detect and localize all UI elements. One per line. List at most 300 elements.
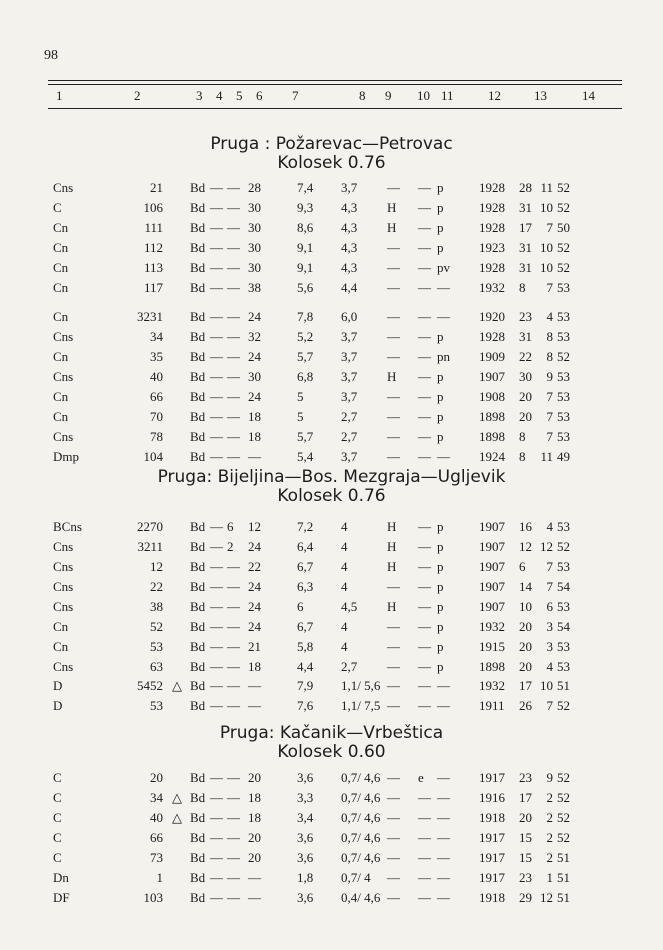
- cell-num: 22: [150, 579, 163, 594]
- cell-b: 3,7: [341, 349, 358, 364]
- cell-a: 7,4: [297, 180, 314, 195]
- cell-b: 4: [341, 539, 348, 554]
- column-number: 1: [56, 88, 63, 103]
- cell-d2: —: [227, 559, 240, 574]
- cell-yr: 1917: [479, 770, 505, 785]
- cell-d1: —: [210, 449, 223, 464]
- cell-num: 20: [150, 770, 163, 785]
- cell-dd: 29: [519, 890, 532, 905]
- cell-val: 30: [248, 369, 261, 384]
- cell-yy: 52: [557, 810, 570, 825]
- cell-d1: —: [210, 369, 223, 384]
- cell-p: p: [437, 599, 444, 614]
- cell-d1: —: [210, 429, 223, 444]
- cell-m2: —: [418, 200, 431, 215]
- cell-val: 24: [248, 619, 261, 634]
- cell-b: 0,7/ 4,6: [341, 810, 381, 825]
- cell-type: Dmp: [53, 449, 79, 464]
- cell-val: 38: [248, 280, 261, 295]
- cell-m2: —: [418, 870, 431, 885]
- cell-mm: 8: [546, 349, 553, 364]
- cell-mm: 7: [546, 280, 553, 295]
- cell-bd: Bd: [190, 830, 206, 845]
- cell-mm: 12: [540, 539, 553, 554]
- cell-yr: 1932: [479, 678, 505, 693]
- cell-h: —: [387, 389, 400, 404]
- cell-dd: 31: [519, 329, 532, 344]
- cell-num: 117: [143, 280, 163, 295]
- cell-yy: 53: [557, 309, 570, 324]
- cell-m2: —: [418, 260, 431, 275]
- cell-yr: 1928: [479, 180, 505, 195]
- cell-type: Cn: [53, 349, 69, 364]
- cell-val: 24: [248, 309, 261, 324]
- cell-yr: 1907: [479, 579, 505, 594]
- cell-d2: —: [227, 220, 240, 235]
- cell-dd: 20: [519, 619, 532, 634]
- cell-bd: Bd: [190, 890, 206, 905]
- cell-dd: 28: [519, 180, 532, 195]
- cell-mm: 7: [546, 220, 553, 235]
- cell-d1: —: [210, 870, 223, 885]
- cell-d1: —: [210, 639, 223, 654]
- cell-h: —: [387, 639, 400, 654]
- cell-val: 22: [248, 559, 261, 574]
- cell-bd: Bd: [190, 429, 206, 444]
- table-row: [0, 369, 663, 389]
- cell-type: C: [53, 850, 62, 865]
- cell-mm: 10: [540, 260, 553, 275]
- cell-d2: —: [227, 180, 240, 195]
- cell-a: 3,6: [297, 890, 314, 905]
- table-row: [0, 790, 663, 810]
- cell-yy: 51: [557, 678, 570, 693]
- cell-a: 7,8: [297, 309, 314, 324]
- cell-val: 30: [248, 260, 261, 275]
- cell-yr: 1916: [479, 790, 505, 805]
- cell-b: 2,7: [341, 659, 358, 674]
- cell-yr: 1928: [479, 260, 505, 275]
- cell-yr: 1924: [479, 449, 505, 464]
- cell-m2: —: [418, 830, 431, 845]
- cell-val: 18: [248, 790, 261, 805]
- cell-mm: 7: [546, 429, 553, 444]
- cell-num: 104: [143, 449, 163, 464]
- cell-bd: Bd: [190, 678, 206, 693]
- cell-num: 1: [156, 870, 163, 885]
- cell-d1: —: [210, 409, 223, 424]
- cell-type: Cn: [53, 619, 69, 634]
- cell-d2: —: [227, 810, 240, 825]
- cell-a: 3,6: [297, 830, 314, 845]
- cell-p: —: [437, 890, 450, 905]
- cell-m2: —: [418, 539, 431, 554]
- column-number: 8: [359, 88, 366, 103]
- table-row: [0, 890, 663, 910]
- cell-d2: —: [227, 770, 240, 785]
- cell-p: pn: [437, 349, 450, 364]
- cell-d1: —: [210, 850, 223, 865]
- cell-bd: Bd: [190, 220, 206, 235]
- cell-m2: —: [418, 639, 431, 654]
- cell-type: Cns: [53, 329, 74, 344]
- cell-m2: —: [418, 698, 431, 713]
- cell-m2: —: [418, 810, 431, 825]
- table-row: [0, 579, 663, 599]
- cell-mm: 7: [546, 698, 553, 713]
- cell-b: 0,7/ 4,6: [341, 850, 381, 865]
- cell-h: —: [387, 890, 400, 905]
- table-row: [0, 389, 663, 409]
- cell-num: 35: [150, 349, 163, 364]
- cell-a: 6: [297, 599, 304, 614]
- cell-d2: —: [227, 579, 240, 594]
- cell-num: 40: [150, 810, 163, 825]
- cell-m2: —: [418, 579, 431, 594]
- cell-p: p: [437, 559, 444, 574]
- cell-p: p: [437, 639, 444, 654]
- cell-h: H: [387, 599, 397, 614]
- column-number: 10: [417, 88, 430, 103]
- cell-type: Cns: [53, 579, 74, 594]
- cell-h: —: [387, 659, 400, 674]
- cell-dd: 15: [519, 850, 532, 865]
- cell-h: —: [387, 870, 400, 885]
- cell-mm: 11: [540, 449, 553, 464]
- cell-bd: Bd: [190, 810, 206, 825]
- cell-a: 3,6: [297, 770, 314, 785]
- cell-yr: 1907: [479, 519, 505, 534]
- cell-d1: —: [210, 619, 223, 634]
- cell-val: 30: [248, 200, 261, 215]
- cell-yr: 1932: [479, 280, 505, 295]
- cell-bd: Bd: [190, 698, 206, 713]
- cell-p: p: [437, 369, 444, 384]
- cell-b: 4,3: [341, 260, 358, 275]
- cell-type: Cns: [53, 539, 74, 554]
- table-row: [0, 870, 663, 890]
- cell-type: Cns: [53, 659, 74, 674]
- cell-num: 21: [150, 180, 163, 195]
- cell-a: 6,7: [297, 559, 314, 574]
- cell-p: —: [437, 770, 450, 785]
- cell-bd: Bd: [190, 639, 206, 654]
- cell-mm: 10: [540, 200, 553, 215]
- cell-b: 4: [341, 639, 348, 654]
- table-row: [0, 810, 663, 830]
- table-row: [0, 770, 663, 790]
- cell-yr: 1898: [479, 409, 505, 424]
- cell-val: 24: [248, 599, 261, 614]
- column-number: 12: [488, 88, 501, 103]
- cell-h: —: [387, 449, 400, 464]
- cell-val: 30: [248, 240, 261, 255]
- cell-a: 9,1: [297, 260, 314, 275]
- cell-yr: 1898: [479, 659, 505, 674]
- cell-m2: —: [418, 389, 431, 404]
- cell-tri: △: [172, 678, 182, 693]
- cell-yy: 53: [557, 429, 570, 444]
- cell-a: 5,8: [297, 639, 314, 654]
- cell-d2: —: [227, 280, 240, 295]
- cell-yr: 1920: [479, 309, 505, 324]
- cell-b: 0,7/ 4,6: [341, 790, 381, 805]
- cell-yy: 53: [557, 559, 570, 574]
- section-gauge-line: Kolosek 0.76: [277, 153, 386, 173]
- cell-m2: —: [418, 429, 431, 444]
- cell-type: Cns: [53, 429, 74, 444]
- cell-a: 5,2: [297, 329, 314, 344]
- cell-yr: 1907: [479, 539, 505, 554]
- cell-d1: —: [210, 599, 223, 614]
- cell-d1: —: [210, 770, 223, 785]
- cell-yy: 53: [557, 329, 570, 344]
- section-title-line: Pruga : Požarevac—Petrovac: [210, 134, 453, 154]
- cell-val: 12: [248, 519, 261, 534]
- cell-a: 8,6: [297, 220, 314, 235]
- cell-yr: 1918: [479, 890, 505, 905]
- cell-m2: —: [418, 599, 431, 614]
- cell-p: —: [437, 850, 450, 865]
- cell-type: Cns: [53, 369, 74, 384]
- cell-val: 18: [248, 429, 261, 444]
- cell-dd: 23: [519, 770, 532, 785]
- cell-a: 1,8: [297, 870, 314, 885]
- cell-yy: 52: [557, 539, 570, 554]
- cell-m2: —: [418, 619, 431, 634]
- section-title: [0, 135, 663, 173]
- cell-mm: 4: [546, 309, 553, 324]
- cell-val: —: [248, 698, 261, 713]
- cell-mm: 10: [540, 240, 553, 255]
- cell-type: BCns: [53, 519, 82, 534]
- cell-val: 32: [248, 329, 261, 344]
- cell-dd: 6: [519, 559, 526, 574]
- cell-dd: 12: [519, 539, 532, 554]
- cell-num: 12: [150, 559, 163, 574]
- cell-dd: 8: [519, 449, 526, 464]
- cell-val: 24: [248, 539, 261, 554]
- cell-m2: —: [418, 790, 431, 805]
- cell-a: 5,7: [297, 429, 314, 444]
- cell-bd: Bd: [190, 559, 206, 574]
- cell-num: 103: [143, 890, 163, 905]
- cell-h: —: [387, 810, 400, 825]
- cell-p: p: [437, 240, 444, 255]
- cell-yy: 50: [557, 220, 570, 235]
- cell-d1: —: [210, 280, 223, 295]
- cell-bd: Bd: [190, 369, 206, 384]
- cell-num: 3231: [137, 309, 163, 324]
- cell-p: p: [437, 539, 444, 554]
- cell-d1: —: [210, 659, 223, 674]
- cell-type: Cn: [53, 220, 69, 235]
- cell-h: H: [387, 200, 397, 215]
- cell-bd: Bd: [190, 659, 206, 674]
- cell-p: p: [437, 329, 444, 344]
- cell-a: 3,6: [297, 850, 314, 865]
- cell-b: 0,4/ 4,6: [341, 890, 381, 905]
- cell-h: —: [387, 409, 400, 424]
- cell-b: 4,4: [341, 280, 358, 295]
- section-title-line: Pruga: Bijeljina—Bos. Mezgraja—Ugljevik: [157, 467, 506, 487]
- cell-h: H: [387, 559, 397, 574]
- cell-bd: Bd: [190, 870, 206, 885]
- cell-p: p: [437, 659, 444, 674]
- cell-p: —: [437, 870, 450, 885]
- cell-mm: 9: [546, 770, 553, 785]
- cell-p: p: [437, 519, 444, 534]
- cell-h: —: [387, 280, 400, 295]
- cell-h: —: [387, 790, 400, 805]
- section-title: [0, 724, 663, 762]
- table-row: [0, 599, 663, 619]
- cell-yy: 53: [557, 389, 570, 404]
- cell-bd: Bd: [190, 519, 206, 534]
- cell-p: —: [437, 698, 450, 713]
- cell-p: p: [437, 200, 444, 215]
- table-row: [0, 830, 663, 850]
- cell-mm: 6: [546, 599, 553, 614]
- cell-h: —: [387, 770, 400, 785]
- table-row: [0, 329, 663, 349]
- cell-bd: Bd: [190, 329, 206, 344]
- cell-num: 66: [150, 830, 163, 845]
- cell-d2: —: [227, 870, 240, 885]
- column-number: 2: [134, 88, 141, 103]
- table-row: [0, 349, 663, 369]
- cell-d2: —: [227, 599, 240, 614]
- cell-m2: —: [418, 220, 431, 235]
- cell-b: 0,7/ 4,6: [341, 830, 381, 845]
- cell-dd: 15: [519, 830, 532, 845]
- cell-a: 9,3: [297, 200, 314, 215]
- cell-p: p: [437, 409, 444, 424]
- cell-yr: 1915: [479, 639, 505, 654]
- cell-d2: —: [227, 409, 240, 424]
- cell-d1: —: [210, 890, 223, 905]
- cell-mm: 11: [540, 180, 553, 195]
- cell-type: Cn: [53, 309, 69, 324]
- cell-yy: 51: [557, 870, 570, 885]
- cell-val: 20: [248, 770, 261, 785]
- cell-yr: 1928: [479, 329, 505, 344]
- table-row: [0, 309, 663, 329]
- cell-m2: —: [418, 180, 431, 195]
- cell-dd: 17: [519, 790, 532, 805]
- cell-num: 106: [143, 200, 163, 215]
- section-title-line: Pruga: Kačanik—Vrbeštica: [219, 723, 444, 743]
- cell-type: Cn: [53, 240, 69, 255]
- table-row: [0, 200, 663, 220]
- cell-yy: 51: [557, 850, 570, 865]
- cell-dd: 23: [519, 870, 532, 885]
- cell-b: 0,7/ 4,6: [341, 770, 381, 785]
- cell-yr: 1917: [479, 850, 505, 865]
- cell-mm: 10: [540, 678, 553, 693]
- cell-type: Cn: [53, 409, 69, 424]
- cell-b: 0,7/ 4: [341, 870, 371, 885]
- cell-h: —: [387, 579, 400, 594]
- cell-yr: 1898: [479, 429, 505, 444]
- cell-h: —: [387, 309, 400, 324]
- cell-mm: 3: [546, 619, 553, 634]
- cell-yr: 1908: [479, 389, 505, 404]
- cell-bd: Bd: [190, 579, 206, 594]
- cell-h: —: [387, 240, 400, 255]
- column-number: 11: [441, 88, 454, 103]
- cell-d2: —: [227, 698, 240, 713]
- column-number: 13: [534, 88, 547, 103]
- cell-m2: —: [418, 329, 431, 344]
- cell-mm: 7: [546, 409, 553, 424]
- cell-d2: —: [227, 309, 240, 324]
- cell-num: 66: [150, 389, 163, 404]
- column-number: 4: [216, 88, 223, 103]
- cell-num: 5452: [137, 678, 163, 693]
- cell-p: pv: [437, 260, 450, 275]
- cell-mm: 8: [546, 329, 553, 344]
- cell-yy: 53: [557, 599, 570, 614]
- cell-m2: —: [418, 890, 431, 905]
- cell-d1: —: [210, 260, 223, 275]
- cell-b: 3,7: [341, 369, 358, 384]
- cell-val: —: [248, 678, 261, 693]
- cell-num: 113: [143, 260, 163, 275]
- cell-type: C: [53, 770, 62, 785]
- cell-yr: 1928: [479, 220, 505, 235]
- cell-p: p: [437, 389, 444, 404]
- cell-type: Cn: [53, 280, 69, 295]
- cell-d1: —: [210, 200, 223, 215]
- cell-p: p: [437, 579, 444, 594]
- cell-val: —: [248, 870, 261, 885]
- cell-yr: 1932: [479, 619, 505, 634]
- cell-d1: —: [210, 240, 223, 255]
- cell-yr: 1917: [479, 830, 505, 845]
- cell-mm: 2: [546, 810, 553, 825]
- cell-b: 1,1/ 5,6: [341, 678, 381, 693]
- cell-yr: 1918: [479, 810, 505, 825]
- cell-num: 34: [150, 329, 163, 344]
- table-row: [0, 539, 663, 559]
- column-number: 7: [292, 88, 299, 103]
- cell-val: 18: [248, 409, 261, 424]
- cell-val: 20: [248, 830, 261, 845]
- cell-d2: —: [227, 329, 240, 344]
- cell-bd: Bd: [190, 599, 206, 614]
- header-rule-bottom: [48, 108, 622, 109]
- section-gauge-line: Kolosek 0.76: [277, 486, 386, 506]
- cell-dd: 31: [519, 260, 532, 275]
- cell-h: —: [387, 349, 400, 364]
- table-row: [0, 240, 663, 260]
- cell-b: 4: [341, 619, 348, 634]
- cell-mm: 2: [546, 850, 553, 865]
- cell-mm: 7: [546, 389, 553, 404]
- table-row: [0, 619, 663, 639]
- cell-val: 20: [248, 850, 261, 865]
- cell-val: 24: [248, 349, 261, 364]
- cell-a: 5,6: [297, 280, 314, 295]
- cell-mm: 12: [540, 890, 553, 905]
- cell-a: 6,3: [297, 579, 314, 594]
- cell-p: —: [437, 790, 450, 805]
- cell-b: 4: [341, 559, 348, 574]
- cell-bd: Bd: [190, 770, 206, 785]
- cell-p: —: [437, 309, 450, 324]
- cell-type: DF: [53, 890, 70, 905]
